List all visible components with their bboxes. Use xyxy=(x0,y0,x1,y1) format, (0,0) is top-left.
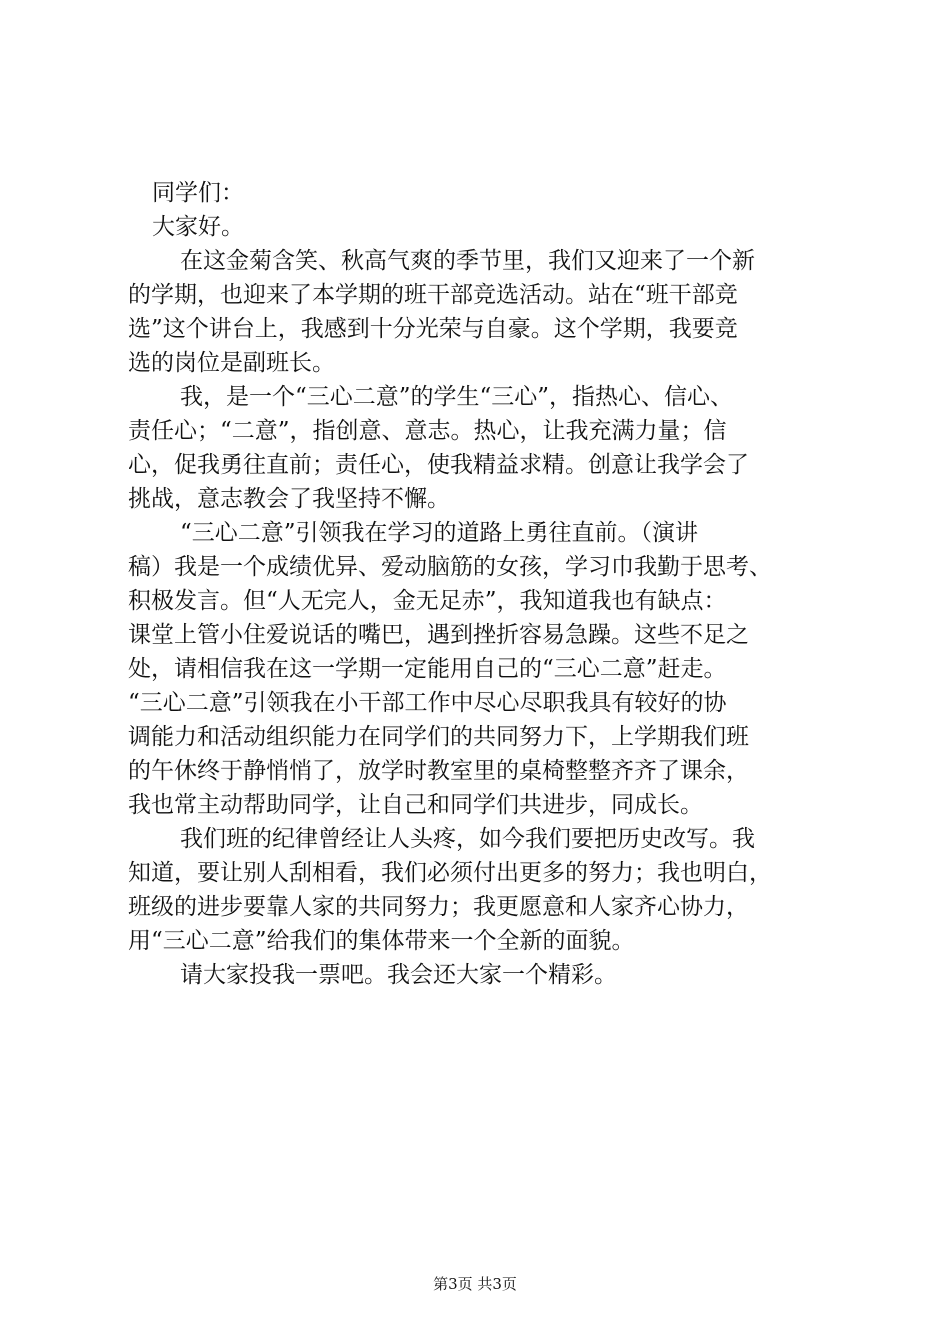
paragraph-line: 课堂上管小住爱说话的嘴巴，遇到挫折容易急躁。这些不足之 xyxy=(128,622,749,648)
paragraph-line: “三心二意”引领我在小干部工作中尽心尽职我具有较好的协 xyxy=(128,690,727,716)
closing-line: 请大家投我一票吧。我会还大家一个精彩。 xyxy=(180,962,617,988)
paragraph-line: 我，是一个“三心二意”的学生“三心”，指热心、信心、 xyxy=(180,384,734,410)
paragraph-line: 的午休终于静悄悄了，放学时教室里的桌椅整整齐齐了课余， xyxy=(128,758,749,784)
paragraph-line: 积极发言。但“人无完人，金无足赤”，我知道我也有缺点： xyxy=(128,588,727,614)
paragraph-line: 处，请相信我在这一学期一定能用自己的“三心二意”赶走。 xyxy=(128,656,727,682)
paragraph-line: 我们班的纪律曾经让人头疼，如今我们要把历史改写。我 xyxy=(180,826,755,852)
paragraph-line: 的学期，也迎来了本学期的班干部竞选活动。站在“班干部竞 xyxy=(128,282,738,308)
paragraph-line: 选”这个讲台上，我感到十分光荣与自豪。这个学期，我要竞 xyxy=(128,316,738,342)
paragraph-line: “三心二意”引领我在学习的道路上勇往直前。（演讲 xyxy=(180,520,699,546)
paragraph-line: 用“三心二意”给我们的集体带来一个全新的面貌。 xyxy=(128,928,635,954)
paragraph-line: 稿）我是一个成绩优异、爱动脑筋的女孩，学习巾我勤于思考、 xyxy=(128,554,772,580)
paragraph-line: 心，促我勇往直前；责任心，使我精益求精。创意让我学会了 xyxy=(128,452,749,478)
paragraph-line: 知道，要让别人刮相看，我们必须付出更多的努力；我也明白， xyxy=(128,860,772,886)
paragraph-line: 挑战，意志教会了我坚持不懈。 xyxy=(128,486,450,512)
page-number-footer: 第3页 共3页 xyxy=(433,1275,517,1293)
paragraph-line: 我也常主动帮助同学，让自己和同学们共进步，同成长。 xyxy=(128,792,703,818)
paragraph-line: 班级的进步要靠人家的共同努力；我更愿意和人家齐心协力， xyxy=(128,894,749,920)
paragraph-line: 选的岗位是副班长。 xyxy=(128,350,335,376)
paragraph-line: 责任心；“二意”，指创意、意志。热心，让我充满力量；信 xyxy=(128,418,727,444)
paragraph-line: 在这金菊含笑、秋高气爽的季节里，我们又迎来了一个新 xyxy=(180,248,755,274)
paragraph-line: 调能力和活动组织能力在同学们的共同努力下，上学期我们班 xyxy=(128,724,749,750)
greeting-line: 大家好。 xyxy=(152,214,244,240)
salutation-line: 同学们： xyxy=(152,180,244,206)
